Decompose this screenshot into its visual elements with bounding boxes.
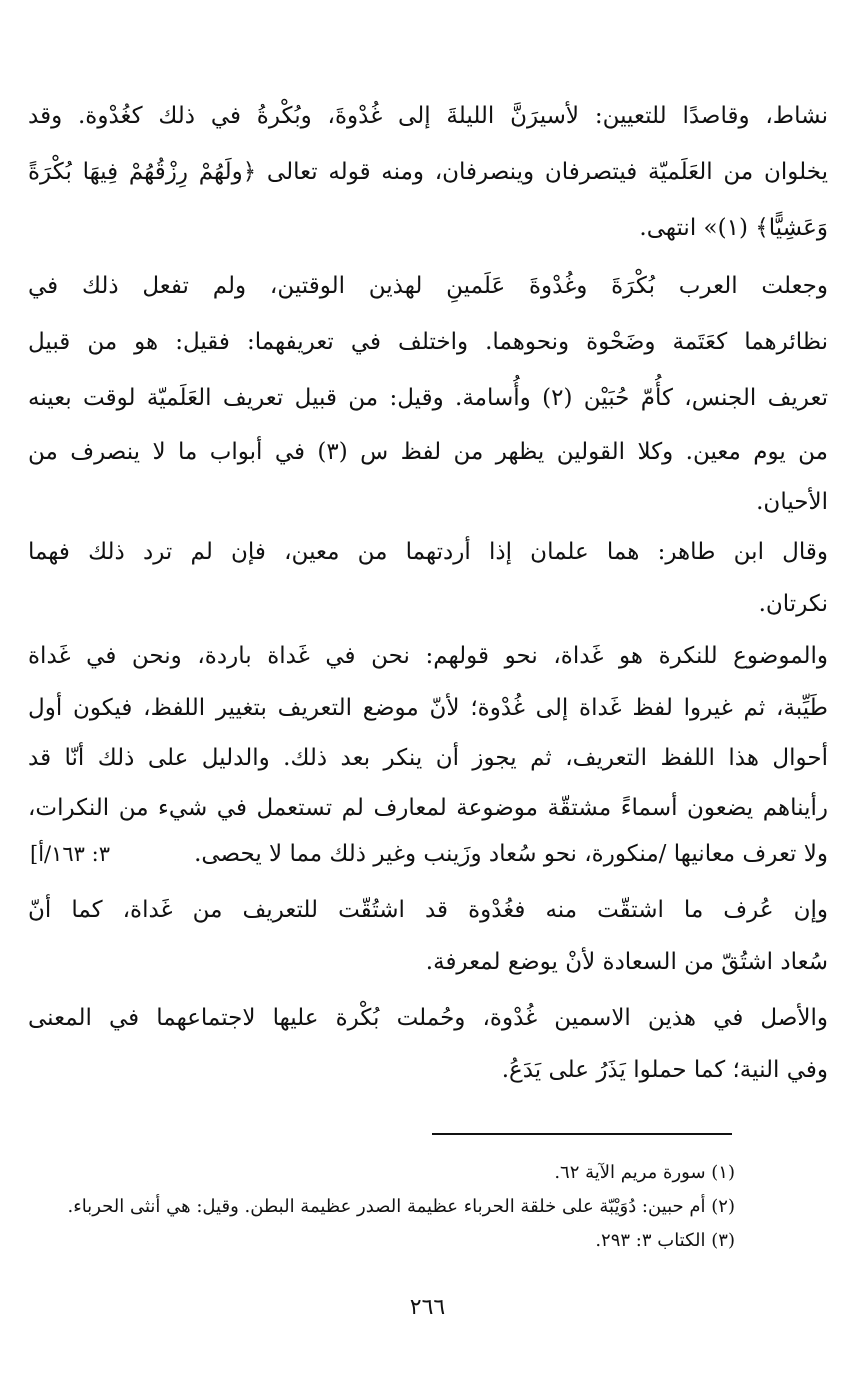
- text-line: ولا تعرف معانيها /منكورة، نحو سُعاد وزَينب وغير ذلك مما لا يحصى.: [194, 841, 828, 867]
- text-line: نكرتان.: [758, 591, 828, 617]
- text-line: نظائرهما كعَتَمة وضَحْوة ونحوهما. واختلف في تعريفهما: فقيل: هو من قبيل: [28, 329, 828, 355]
- text-line: وفي النية؛ كما حملوا يَذَرُ على يَدَعُ.: [501, 1057, 828, 1083]
- text-line: وجعلت العرب بُكْرَةَ وغُدْوةَ عَلَمينِ لهذين الوقتين، ولم تفعل ذلك في: [28, 273, 828, 299]
- footnote: (٢) أم حبين: دُوَيْبّة على خلقة الحرباء عظيمة الصدر عظيمة البطن. وقيل: هي أنثى الحرباء.: [67, 1196, 735, 1217]
- page-number: ٢٦٦: [409, 1295, 446, 1320]
- text-line: الأحيان.: [756, 489, 828, 515]
- text-line: وقال ابن طاهر: هما علمان إذا أردتهما من معين، فإن لم ترد ذلك فهما: [28, 539, 828, 565]
- text-line: وَعَشِيًّا﴾ (١)» انتهى.: [639, 215, 828, 241]
- text-line: طَيِّبة، ثم غيروا لفظ غَداة إلى غُدْوة؛ لأنّ موضع التعريف بتغيير اللفظ، فيكون أول: [28, 695, 828, 721]
- text-line: من يوم معين. وكلا القولين يظهر من لفظ س (٣) في أبواب ما لا ينصرف من: [28, 439, 828, 465]
- footnote: (١) سورة مريم الآية ٦٢.: [554, 1162, 735, 1183]
- text-line: نشاط، وقاصدًا للتعيين: لأسيرَنَّ الليلةَ إلى غُدْوةَ، وبُكْرةُ في ذلك كغُدْوة. وقد: [28, 103, 828, 129]
- footnote: (٣) الكتاب ٣: ٢٩٣.: [595, 1230, 735, 1251]
- text-line: وإن عُرف ما اشتقّت منه فغُدْوة قد اشتُقّت للتعريف من غَداة، كما أنّ: [28, 897, 828, 923]
- text-line: والأصل في هذين الاسمين غُدْوة، وحُملت بُكْرة عليها لاجتماعهما في المعنى: [28, 1005, 828, 1031]
- footnote-separator: [432, 1133, 732, 1135]
- text-line: يخلوان من العَلَميّة فيتصرفان وينصرفان، ومنه قوله تعالى ﴿ولَهُمْ رِزْقُهُمْ فِيهَا بُكْرَةً: [28, 159, 828, 185]
- text-line: تعريف الجنس، كأُمّ حُبَيْن (٢) وأُسامة. وقيل: من قبيل تعريف العَلَميّة لوقت بعينه: [28, 385, 828, 411]
- text-line: رأيناهم يضعون أسماءً مشتقّة موضوعة لمعارف لم تستعمل في شيء من النكرات،: [28, 795, 828, 821]
- text-line: والموضوع للنكرة هو غَداة، نحو قولهم: نحن في غَداة باردة، ونحن في غَداة: [28, 643, 828, 669]
- text-line: أحوال هذا اللفظ التعريف، ثم يجوز أن ينكر بعد ذلك. والدليل على ذلك أنّا قد: [28, 745, 828, 771]
- manuscript-folio-note: ٣: ١٦٣/أ]: [30, 842, 110, 866]
- text-line: سُعاد اشتُقّ من السعادة لأنْ يوضع لمعرفة.: [425, 949, 828, 975]
